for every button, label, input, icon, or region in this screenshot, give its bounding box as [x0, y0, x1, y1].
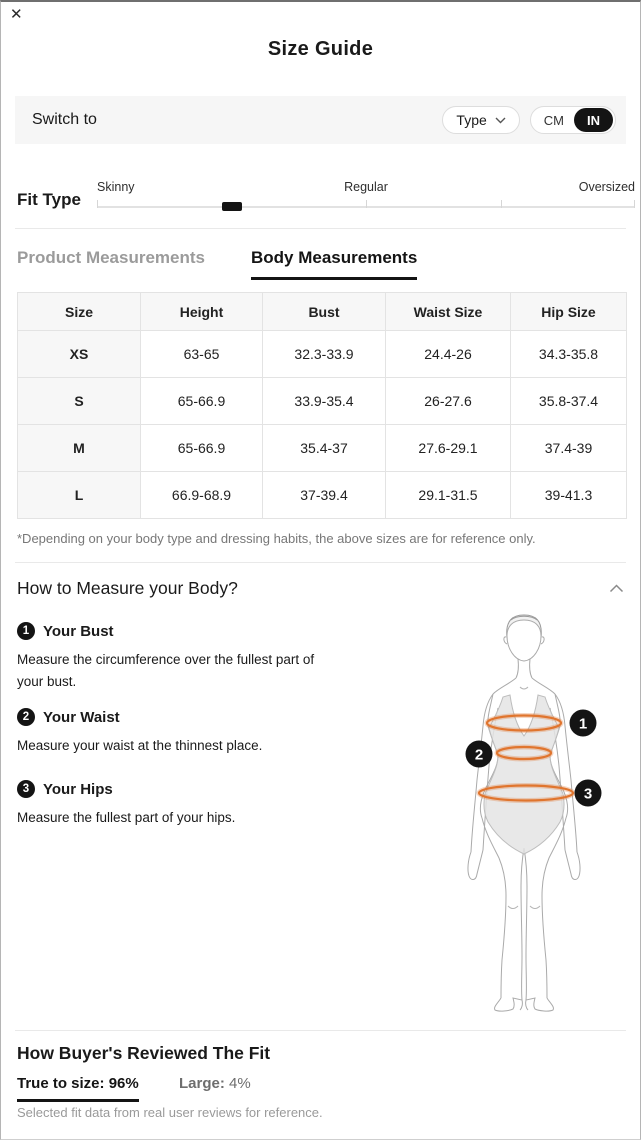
- measure-item-desc: Measure the circumference over the fullest part of your bust.: [17, 652, 315, 690]
- col-header-bust: Bust: [263, 293, 386, 331]
- cell-size: XS: [18, 331, 141, 378]
- stat-value: 96%: [108, 1075, 139, 1092]
- cell-size: L: [18, 472, 141, 519]
- cell-height: 66.9-68.9: [141, 472, 263, 519]
- col-header-hip: Hip Size: [511, 293, 627, 331]
- cell-hip: 39-41.3: [511, 472, 627, 519]
- measure-item-desc: Measure your waist at the thinnest place.: [17, 738, 263, 753]
- size-disclaimer: *Depending on your body type and dressing habits, the above sizes are for reference only.: [17, 531, 536, 546]
- measure-item-title: Your Waist: [43, 708, 120, 726]
- fit-review-stats: [17, 1075, 624, 1102]
- stat-label: Large:: [179, 1075, 225, 1092]
- table-row: [18, 472, 627, 519]
- diagram-badge-1-number: 1: [578, 715, 588, 733]
- review-note: Selected fit data from real user reviews for reference.: [17, 1105, 323, 1120]
- switch-bar: [15, 96, 626, 144]
- step-1-badge: 1: [17, 622, 35, 640]
- col-header-waist: Waist Size: [386, 293, 511, 331]
- cell-waist: 27.6-29.1: [386, 425, 511, 472]
- close-icon[interactable]: ✕: [10, 6, 23, 23]
- stat-label: True to size:: [17, 1075, 105, 1092]
- cell-size: S: [18, 378, 141, 425]
- table-header-row: [18, 293, 627, 331]
- fit-type-slider-track[interactable]: [97, 206, 635, 208]
- fit-option-oversized: Oversized: [578, 180, 635, 194]
- measurement-lines: [479, 716, 573, 801]
- unit-toggle[interactable]: [530, 106, 616, 134]
- type-dropdown-label: Type: [456, 112, 487, 128]
- measure-item-waist: [17, 708, 347, 757]
- measure-item-bust: [17, 622, 347, 694]
- fit-type-slider-handle[interactable]: [222, 202, 242, 211]
- cell-waist: 24.4-26: [386, 331, 511, 378]
- unit-option-cm[interactable]: CM: [543, 112, 564, 128]
- chevron-up-icon: [609, 584, 624, 593]
- measure-item-title: Your Hips: [43, 780, 113, 798]
- fit-type-slider: [97, 177, 635, 217]
- measure-item-title: Your Bust: [43, 622, 114, 640]
- size-table: [17, 292, 627, 519]
- how-to-measure-title: How to Measure your Body?: [17, 578, 238, 598]
- diagram-badge-2-number: 2: [474, 746, 484, 764]
- measure-item-hips: [17, 780, 347, 829]
- col-header-size: Size: [18, 293, 141, 331]
- cell-bust: 37-39.4: [263, 472, 386, 519]
- divider: [15, 1030, 626, 1031]
- cell-bust: 32.3-33.9: [263, 331, 386, 378]
- cell-hip: 37.4-39: [511, 425, 627, 472]
- cell-height: 65-66.9: [141, 425, 263, 472]
- table-row: [18, 425, 627, 472]
- table-row: [18, 378, 627, 425]
- stat-large[interactable]: [179, 1075, 251, 1092]
- cell-waist: 26-27.6: [386, 378, 511, 425]
- cell-height: 63-65: [141, 331, 263, 378]
- divider: [15, 562, 626, 563]
- step-3-badge: 3: [17, 780, 35, 798]
- fit-type-label: Fit Type: [17, 190, 81, 209]
- cell-height: 65-66.9: [141, 378, 263, 425]
- diagram-badge-3-number: 3: [583, 785, 593, 803]
- body-measurement-diagram: [441, 604, 641, 1016]
- type-dropdown-button[interactable]: [442, 106, 519, 134]
- cell-bust: 33.9-35.4: [263, 378, 386, 425]
- measurement-tabs: [17, 248, 624, 280]
- cell-size: M: [18, 425, 141, 472]
- stat-true-to-size[interactable]: [17, 1075, 139, 1102]
- table-row: [18, 331, 627, 378]
- cell-hip: 35.8-37.4: [511, 378, 627, 425]
- chevron-down-icon: [495, 117, 506, 124]
- tab-body-measurements[interactable]: Body Measurements: [251, 248, 417, 280]
- cell-bust: 35.4-37: [263, 425, 386, 472]
- page-title: Size Guide: [267, 38, 374, 60]
- col-header-height: Height: [141, 293, 263, 331]
- stat-value: 4%: [229, 1075, 251, 1092]
- cell-waist: 29.1-31.5: [386, 472, 511, 519]
- buyer-review-title: How Buyer's Reviewed The Fit: [17, 1043, 271, 1063]
- step-2-badge: 2: [17, 708, 35, 726]
- unit-option-in-selected[interactable]: IN: [574, 108, 613, 132]
- cell-hip: 34.3-35.8: [511, 331, 627, 378]
- fit-option-regular: Regular: [344, 180, 388, 194]
- tab-product-measurements[interactable]: Product Measurements: [17, 248, 205, 267]
- measure-item-desc: Measure the fullest part of your hips.: [17, 810, 236, 825]
- switch-to-label: Switch to: [32, 111, 97, 128]
- body-figure-illustration: [441, 604, 641, 1016]
- how-to-measure-header[interactable]: [17, 578, 624, 599]
- divider: [15, 228, 626, 229]
- fit-option-skinny: Skinny: [97, 180, 135, 194]
